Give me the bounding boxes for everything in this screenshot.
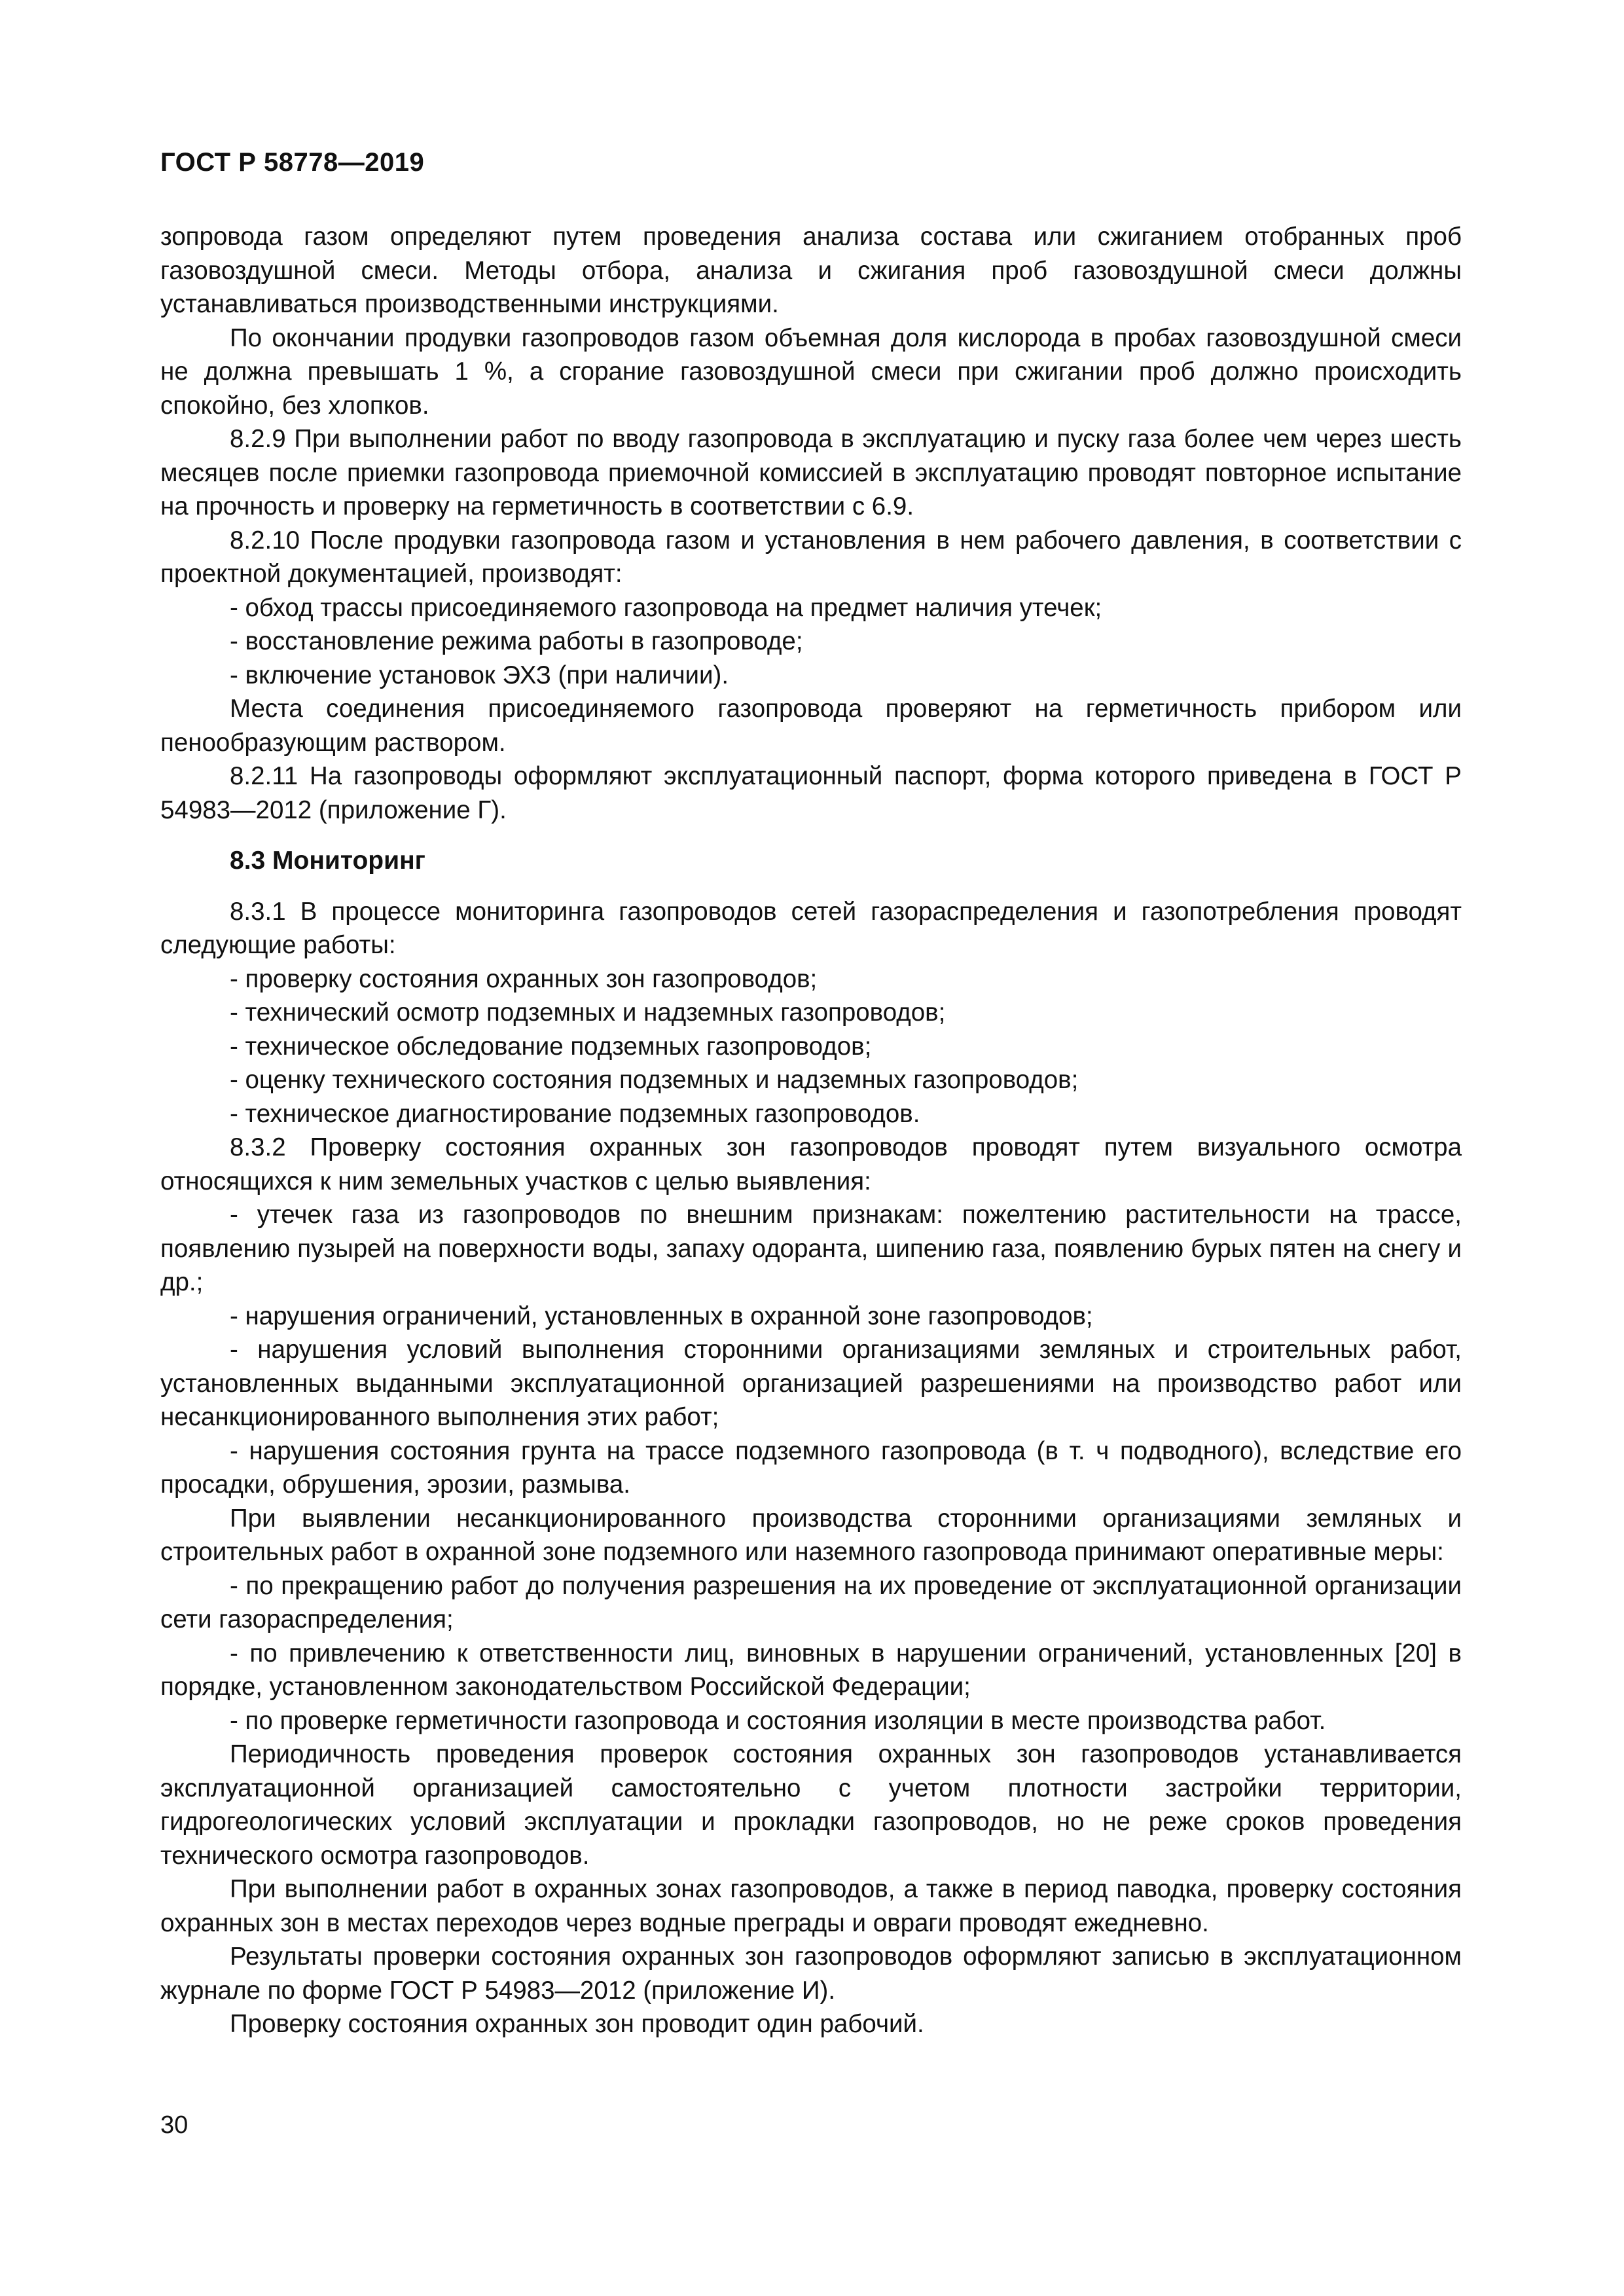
list-item: - восстановление режима работы в газопроводе;: [230, 627, 803, 655]
list-item: - обход трассы присоединяемого газопровода на предмет наличия утечек;: [230, 593, 1102, 622]
paragraph: 8.2.10 После продувки газопровода газом и установления в нем рабочего давления, в соответствии с проектной документацией, производят:: [160, 526, 1462, 588]
paragraph: Места соединения присоединяемого газопровода проверяют на герметичность прибором или пенообразующим раствором.: [160, 695, 1462, 757]
document-body: [160, 220, 1462, 2041]
paragraph: 8.2.9 При выполнении работ по вводу газопровода в эксплуатацию и пуску газа более чем через шесть месяцев после приемки газопровода приемочной комиссией в эксплуатацию проводят повторное испытание на прочность и проверку на герметичность в соответствии с 6.9.: [160, 425, 1462, 520]
paragraph-block-continuation: [160, 220, 1462, 827]
list-item: - нарушения ограничений, установленных в охранной зоне газопроводов;: [230, 1302, 1093, 1330]
list-item: - по прекращению работ до получения разрешения на их проведение от эксплуатационной организации сети газораспределения;: [160, 1571, 1462, 1633]
paragraph: Результаты проверки состояния охранных зон газопроводов оформляют записью в эксплуатационном журнале по форме ГОСТ Р 54983—2012 (приложение И).: [160, 1942, 1462, 2005]
paragraph: зопровода газом определяют путем проведения анализа состава или сжиганием отобранных проб газовоздушной смеси. Методы отбора, анализа и сжигания проб газовоздушной смеси должны устанавливаться производственными инструкциями.: [160, 223, 1462, 318]
paragraph: По окончании продувки газопроводов газом объемная доля кислорода в пробах газовоздушной смеси не должна превышать 1 %, а сгорание газовоздушной смеси при сжигании проб должно происходить спокойно, без хлопков.: [160, 323, 1462, 420]
paragraph: 8.3.2 Проверку состояния охранных зон газопроводов проводят путем визуального осмотра относящихся к ним земельных участков с целью выявления:: [160, 1133, 1462, 1195]
paragraph: 8.3.1 В процессе мониторинга газопроводов сетей газораспределения и газопотребления проводят следующие работы:: [160, 897, 1462, 959]
list-item: - нарушения условий выполнения сторонними организациями земляных и строительных работ, установленных выданными эксплуатационной организацией разрешениями на производство работ или несанкционированного выполнения этих работ;: [160, 1336, 1462, 1431]
list-item: - по проверке герметичности газопровода и состояния изоляции в месте производства работ.: [230, 1706, 1326, 1735]
list-item: - техническое диагностирование подземных газопроводов.: [230, 1099, 920, 1128]
list-item: - проверку состояния охранных зон газопроводов;: [230, 964, 818, 993]
section-heading: 8.3 Мониторинг: [230, 847, 425, 875]
list-item: - нарушения состояния грунта на трассе подземного газопровода (в т. ч подводного), вследствие его просадки, обрушения, эрозии, размыва.: [160, 1436, 1462, 1499]
list-item: - оценку технического состояния подземных и надземных газопроводов;: [230, 1066, 1079, 1094]
paragraph: При выполнении работ в охранных зонах газопроводов, а также в период паводка, проверку состояния охранных зон в местах переходов через водные преграды и овраги проводят ежедневно.: [160, 1875, 1462, 1937]
paragraph: Проверку состояния охранных зон проводит один рабочий.: [230, 2010, 924, 2038]
paragraph: При выявлении несанкционированного производства сторонними организациями земляных и строительных работ в охранной зоне подземного или наземного газопровода принимают оперативные меры:: [160, 1504, 1462, 1566]
list-item: - включение установок ЭХЗ (при наличии).: [230, 661, 729, 689]
paragraph-block-monitoring: [160, 895, 1462, 2041]
page-number: 30: [160, 2111, 189, 2139]
list-item: - по привлечению к ответственности лиц, виновных в нарушении ограничений, установленных [20] в порядке, установленном законодательством Российской Федерации;: [160, 1639, 1462, 1701]
list-item: - технический осмотр подземных и надземных газопроводов;: [230, 998, 946, 1027]
list-item: - утечек газа из газопроводов по внешним признакам: пожелтению растительности на трассе, появлению пузырей на поверхности воды, запаху одоранта, шипению газа, появлению бурых пятен на снегу и др.;: [160, 1201, 1462, 1296]
paragraph: Периодичность проведения проверок состояния охранных зон газопроводов устанавливается эксплуатационной организацией самостоятельно с учетом плотности застройки территории, гидрогеологических условий эксплуатации и прокладки газопроводов, но не реже сроков проведения технического осмотра газопроводов.: [160, 1740, 1462, 1870]
paragraph: 8.2.11 На газопроводы оформляют эксплуатационный паспорт, форма которого приведена в ГОСТ Р 54983—2012 (приложение Г).: [160, 762, 1462, 824]
list-item: - техническое обследование подземных газопроводов;: [230, 1032, 872, 1061]
document-number-header: ГОСТ Р 58778—2019: [160, 148, 425, 177]
